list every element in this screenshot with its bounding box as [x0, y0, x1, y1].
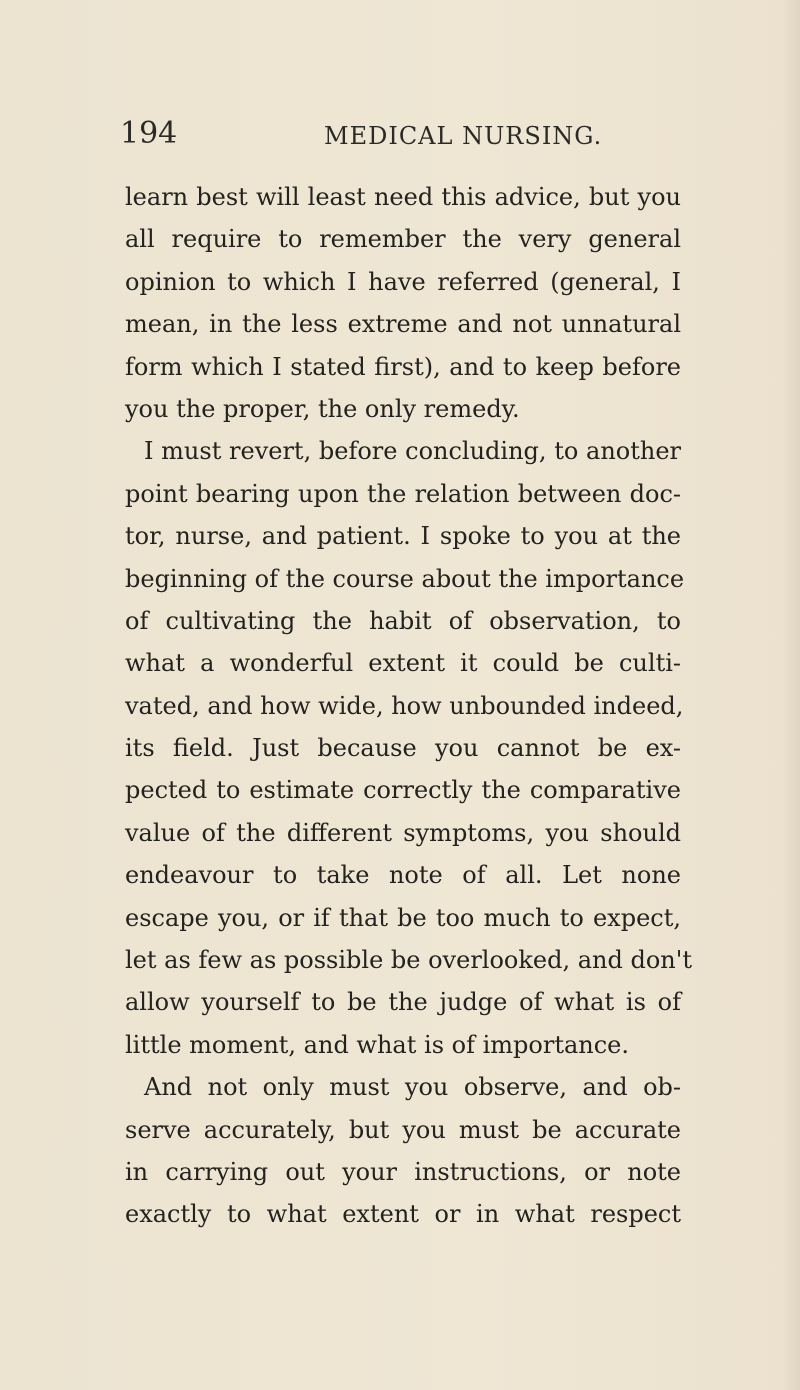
- text-line: beginning of the course about the importance: [125, 564, 685, 593]
- text-line: point bearing upon the relation between doc-: [125, 479, 681, 508]
- text-line: what a wonderful extent it could be culti-: [125, 649, 681, 678]
- text-line: its field. Just because you cannot be ex-: [125, 734, 681, 763]
- text-line: escape you, or if that be too much to expect,: [125, 903, 681, 932]
- text-line: endeavour to take note of all. Let none: [125, 861, 681, 890]
- page-edge-shadow: [782, 0, 800, 1390]
- text-line: little moment, and what is of importance.: [125, 1030, 629, 1059]
- text-line: exactly to what extent or in what respect: [125, 1200, 681, 1229]
- text-line: opinion to which I have referred (general, I: [125, 267, 681, 296]
- text-line: form which I stated first), and to keep before: [125, 352, 681, 381]
- text-line: vated, and how wide, how unbounded indeed,: [125, 691, 684, 720]
- page-number: 194: [120, 116, 178, 151]
- text-line: allow yourself to be the judge of what is of: [125, 988, 681, 1017]
- body-text: [125, 176, 692, 1236]
- text-line: of cultivating the habit of observation, to: [125, 606, 681, 635]
- text-line: all require to remember the very general: [125, 225, 681, 254]
- page-header: [120, 118, 680, 158]
- text-line: in carrying out your instructions, or note: [125, 1157, 681, 1186]
- text-line: And not only must you observe, and ob-: [144, 1073, 681, 1102]
- text-line: tor, nurse, and patient. I spoke to you at the: [125, 522, 681, 551]
- text-line: you the proper, the only remedy.: [125, 394, 520, 423]
- text-line: serve accurately, but you must be accurate: [125, 1115, 681, 1144]
- text-line: let as few as possible be overlooked, and don't: [125, 946, 692, 975]
- text-line: value of the different symptoms, you should: [125, 818, 681, 847]
- text-line: I must revert, before concluding, to another: [144, 437, 681, 466]
- text-line: pected to estimate correctly the comparative: [125, 776, 681, 805]
- text-line: mean, in the less extreme and not unnatural: [125, 310, 681, 339]
- running-head: MEDICAL NURSING.: [324, 122, 603, 150]
- text-line: learn best will least need this advice, but you: [125, 183, 681, 211]
